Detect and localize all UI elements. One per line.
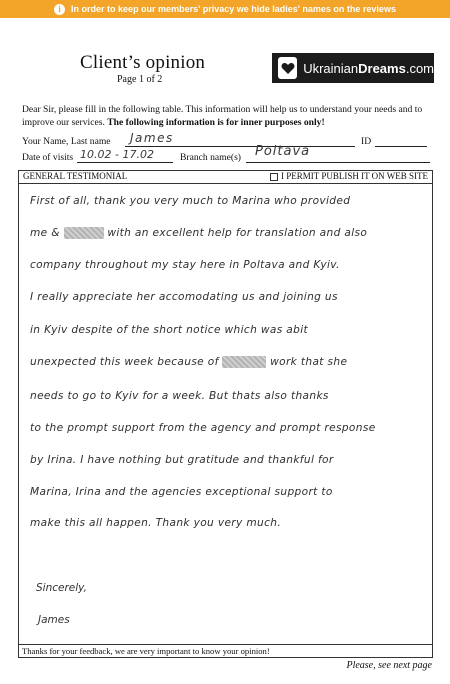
- name-label: Your Name, Last name: [22, 136, 111, 147]
- intro-bold-notice: The following information is for inner purposes only!: [107, 116, 325, 128]
- ukrainiandreams-logo: [272, 53, 434, 83]
- name-value: James: [130, 131, 174, 145]
- signature: James: [38, 614, 70, 626]
- branch-value: Poltava: [255, 144, 311, 159]
- privacy-banner-text: In order to keep our members' privacy we hide ladies' names on the reviews: [71, 4, 396, 14]
- id-underline: [375, 146, 427, 147]
- permit-label: I PERMIT PUBLISH IT ON WEB SITE: [280, 171, 428, 181]
- next-page-note: Please, see next page: [346, 660, 432, 671]
- redacted-name: [222, 356, 266, 368]
- closing-text: Sincerely,: [36, 582, 87, 594]
- logo-text: UkrainianDreams.com: [303, 60, 434, 76]
- intro-paragraph: [22, 104, 442, 129]
- form-header: [19, 171, 432, 184]
- id-label: ID: [361, 136, 372, 147]
- privacy-banner: [0, 0, 450, 18]
- redacted-name: [64, 227, 104, 239]
- testimonial-line: needs to go to Kyiv for a week. But thats also thanks: [30, 390, 329, 402]
- testimonial-line: by Irina. I have nothing but gratitude and thankful for: [30, 454, 334, 466]
- heart-icon: [278, 57, 297, 79]
- branch-label: Branch name(s): [180, 152, 242, 163]
- visit-label: Date of visits: [22, 152, 74, 163]
- testimonial-line: company throughout my stay here in Poltava and Kyiv.: [30, 259, 340, 271]
- document-title: Client’s opinion: [80, 52, 206, 73]
- visit-underline: [77, 162, 173, 163]
- visit-value: 10.02 - 17.02: [80, 148, 154, 161]
- testimonial-line: Marina, Irina and the agencies exceptional support to: [30, 486, 333, 498]
- testimonial-line: First of all, thank you very much to Marina who provided: [30, 195, 351, 207]
- permit-checkbox[interactable]: [270, 173, 278, 181]
- testimonial-line: in Kyiv despite of the short notice which was abit: [30, 324, 309, 336]
- testimonial-line: unexpected this week because of work that she: [30, 356, 348, 368]
- branch-underline: [246, 162, 430, 163]
- testimonial-line: make this all happen. Thank you very much.: [30, 517, 282, 529]
- page-indicator: Page 1 of 2: [117, 74, 163, 85]
- testimonial-line: me & with an excellent help for translation and also: [30, 227, 368, 239]
- permit-publish-option[interactable]: [270, 171, 428, 181]
- testimonial-line: to the prompt support from the agency and prompt response: [30, 422, 376, 434]
- footer-text: Thanks for your feedback, we are very important to know your opinion!: [22, 646, 270, 656]
- form-footer: [19, 644, 432, 657]
- name-underline: [125, 146, 355, 147]
- general-testimonial-label: GENERAL TESTIMONIAL: [23, 171, 128, 181]
- intro-text: Dear Sir, please fill in the following table. This information will help us to understand your needs and to improve our services.: [22, 104, 423, 128]
- testimonial-line: I really appreciate her accomodating us and joining us: [30, 291, 338, 303]
- info-icon: i: [54, 4, 65, 15]
